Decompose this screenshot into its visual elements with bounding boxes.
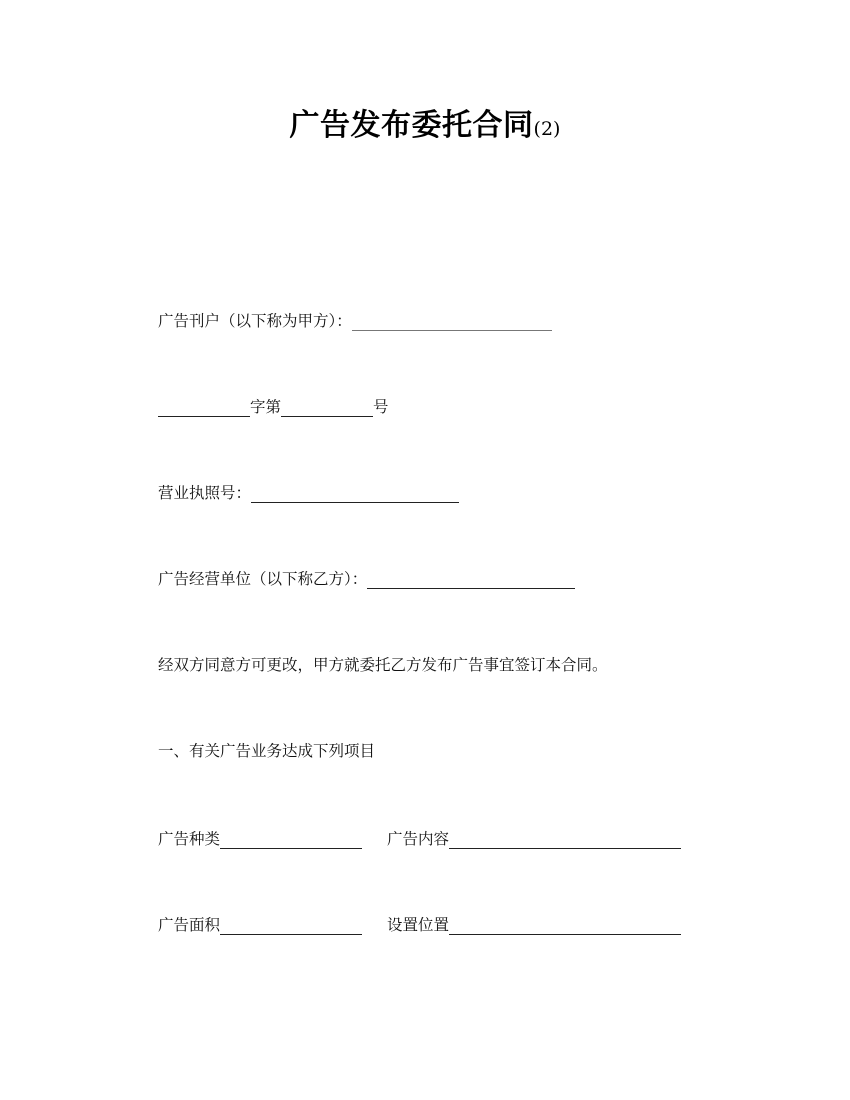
ad-type-content-line bbox=[158, 828, 681, 850]
ad-area-label: 广告面积 bbox=[158, 916, 221, 934]
section-1-heading-text: 一、有关广告业务达成下列项目 bbox=[158, 742, 376, 760]
title-suffix-text: (2) bbox=[533, 118, 561, 140]
license-label: 营业执照号： bbox=[158, 484, 252, 502]
number-blank[interactable] bbox=[281, 398, 373, 417]
ad-type-blank[interactable] bbox=[220, 830, 362, 849]
operator-line bbox=[158, 568, 575, 590]
advertiser-blank[interactable] bbox=[352, 312, 552, 331]
license-line bbox=[158, 482, 459, 504]
ad-content-label: 广告内容 bbox=[387, 830, 450, 848]
operator-blank[interactable] bbox=[367, 570, 575, 589]
operator-label: 广告经营单位（以下称乙方）： bbox=[158, 570, 368, 588]
advertiser-line bbox=[158, 310, 552, 332]
agreement-text: 经双方同意方可更改，甲方就委托乙方发布广告事宜签订本合同。 bbox=[158, 656, 608, 674]
location-label: 设置位置 bbox=[387, 916, 450, 934]
ad-content-blank[interactable] bbox=[449, 830, 681, 849]
location-blank[interactable] bbox=[449, 916, 681, 935]
title-main-text: 广告发布委托合同 bbox=[289, 108, 534, 143]
ad-type-label: 广告种类 bbox=[158, 830, 221, 848]
document-title bbox=[0, 100, 850, 144]
document-number-line bbox=[158, 396, 389, 418]
section-1-heading bbox=[158, 740, 375, 762]
ad-area-blank[interactable] bbox=[220, 916, 362, 935]
number-prefix-blank[interactable] bbox=[158, 398, 250, 417]
agreement-paragraph bbox=[158, 654, 608, 676]
advertiser-label: 广告刊户（以下称为甲方）： bbox=[158, 312, 352, 330]
zi-label: 字第 bbox=[250, 398, 282, 416]
ad-area-location-line bbox=[158, 914, 681, 936]
license-blank[interactable] bbox=[251, 484, 459, 503]
hao-label: 号 bbox=[373, 398, 389, 416]
